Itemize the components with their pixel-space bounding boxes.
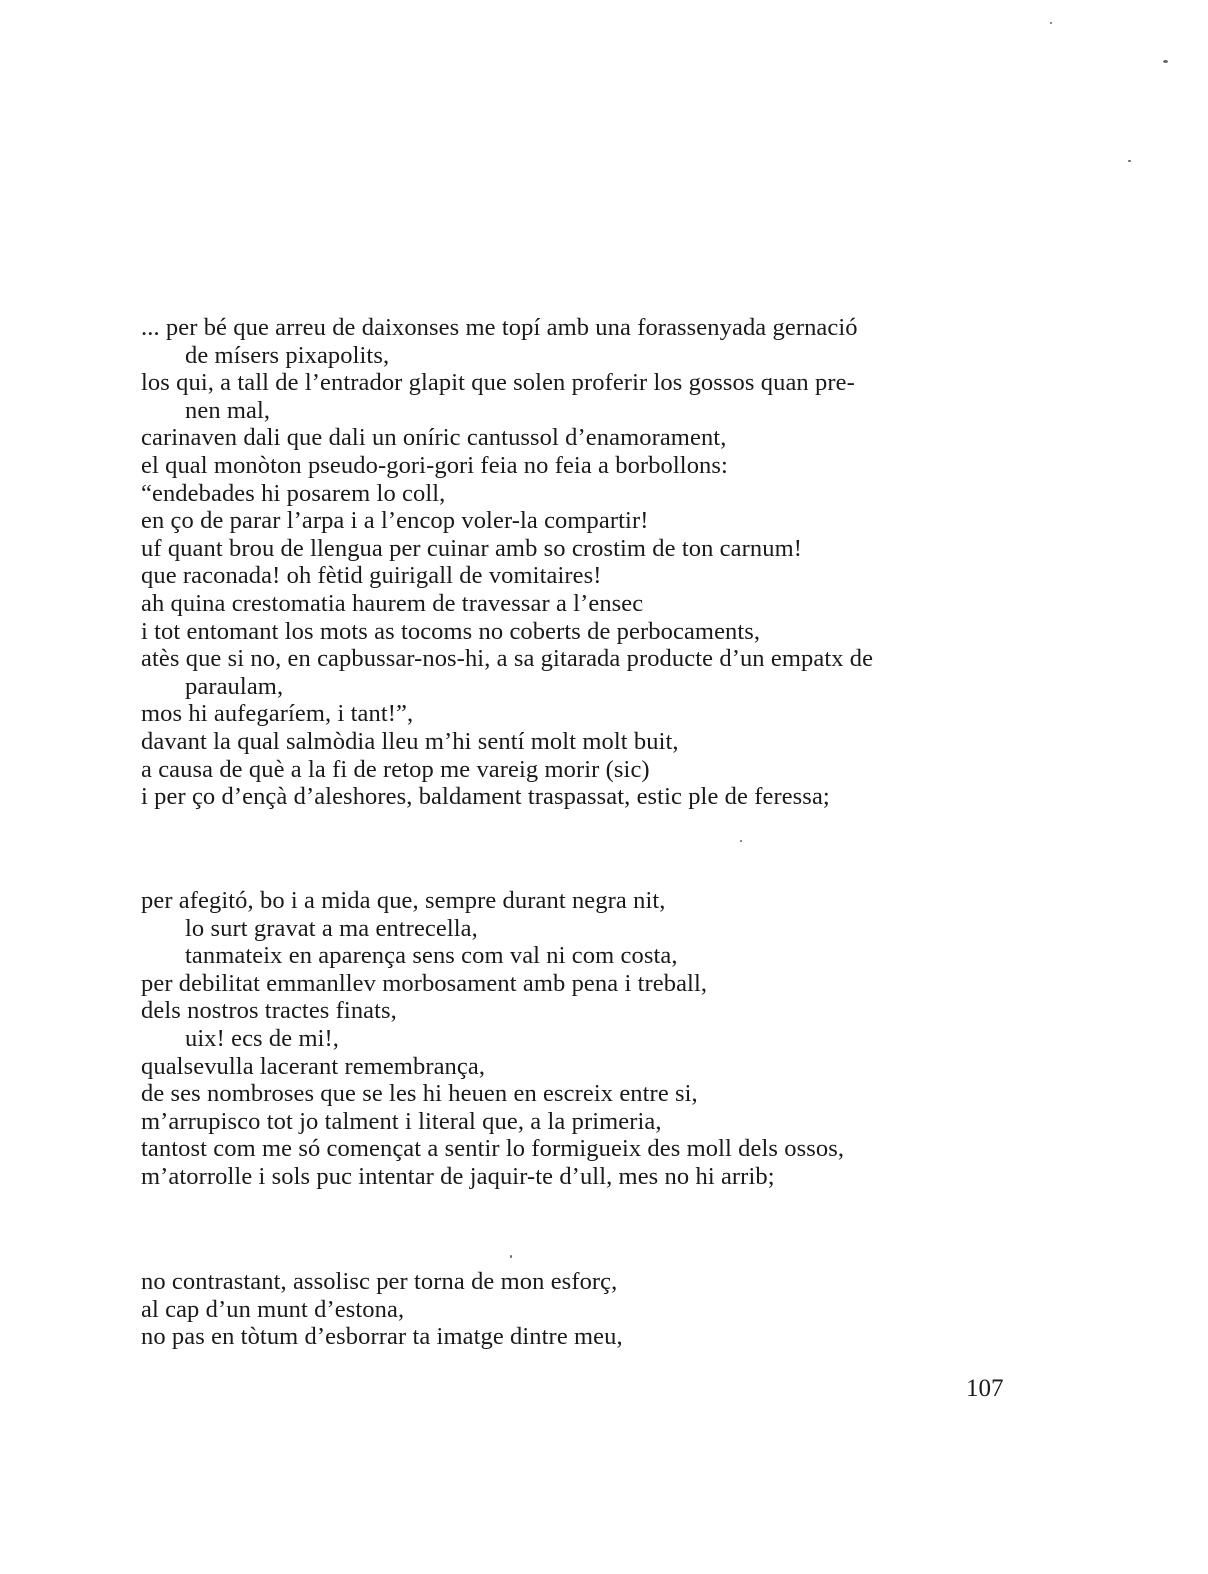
- page-number: 107: [966, 1375, 1004, 1402]
- poem-line: i tot entomant los mots as tocoms no coberts de perbocaments,: [141, 617, 761, 645]
- poem-line: m’arrupisco tot jo talment i literal que, a la primeria,: [141, 1107, 662, 1135]
- poem-line: davant la qual salmòdia lleu m’hi sentí molt molt buit,: [141, 727, 679, 755]
- poem-line: i per ço d’ençà d’aleshores, baldament traspassat, estic ple de feressa;: [141, 783, 830, 811]
- stanza-3: [141, 1268, 1041, 1351]
- scan-speck: [1163, 60, 1168, 63]
- stanza-2: [141, 887, 1041, 1191]
- poem-line: los qui, a tall de l’entrador glapit que solen proferir los gossos quan pre-: [141, 369, 855, 397]
- poem-line: tantost com me só començat a sentir lo formigueix des moll dels ossos,: [141, 1135, 845, 1163]
- poem-line: paraulam,: [185, 672, 284, 700]
- poem-line: que raconada! oh fètid guirigall de vomitaires!: [141, 562, 602, 590]
- poem-line: de ses nombroses que se les hi heuen en escreix entre si,: [141, 1080, 698, 1108]
- poem-line: nen mal,: [185, 396, 271, 424]
- poem-line: de mísers pixapolits,: [185, 341, 390, 369]
- poem-line: “endebades hi posarem lo coll,: [141, 479, 446, 507]
- poem-line: el qual monòton pseudo-gori-gori feia no feia a borbollons:: [141, 451, 728, 479]
- stanza-1: [141, 314, 1041, 811]
- poem-line: al cap d’un munt d’estona,: [141, 1295, 405, 1323]
- poem-line: m’atorrolle i sols puc intentar de jaquir-te d’ull, mes no hi arrib;: [141, 1162, 775, 1190]
- poem-line: a causa de què a la fi de retop me vareig morir (sic): [141, 755, 650, 783]
- scan-speck: [1128, 160, 1131, 162]
- poem-line: ah quina crestomatia haurem de travessar a l’ensec: [141, 589, 644, 617]
- poem-line: per debilitat emmanllev morbosament amb pena i treball,: [141, 969, 708, 997]
- scan-speck: [510, 1255, 512, 1258]
- poem-line: dels nostros tractes finats,: [141, 997, 397, 1025]
- poem-line: uix! ecs de mi!,: [185, 1024, 339, 1052]
- poem-line: lo surt gravat a ma entrecella,: [185, 914, 478, 942]
- poem-line: ... per bé que arreu de daixonses me topí amb una forassenyada gernació: [141, 314, 858, 341]
- scan-speck: [740, 840, 742, 842]
- poem-line: uf quant brou de llengua per cuinar amb so crostim de ton carnum!: [141, 534, 802, 562]
- poem-line: atès que si no, en capbussar-nos-hi, a sa gitarada producte d’un empatx de: [141, 645, 874, 673]
- poem-line: per afegitó, bo i a mida que, sempre durant negra nit,: [141, 887, 666, 914]
- scan-speck: [1050, 22, 1052, 24]
- poem-line: mos hi aufegaríem, i tant!”,: [141, 700, 414, 728]
- poem-line: carinaven dali que dali un oníric cantussol d’enamorament,: [141, 424, 727, 452]
- poem-line: no contrastant, assolisc per torna de mon esforç,: [141, 1268, 618, 1295]
- poem-line: tanmateix en aparença sens com val ni com costa,: [185, 942, 678, 970]
- poem-line: en ço de parar l’arpa i a l’encop voler-la compartir!: [141, 507, 649, 535]
- poem-line: no pas en tòtum d’esborrar ta imatge dintre meu,: [141, 1323, 623, 1351]
- poem-line: qualsevulla lacerant remembrança,: [141, 1052, 486, 1080]
